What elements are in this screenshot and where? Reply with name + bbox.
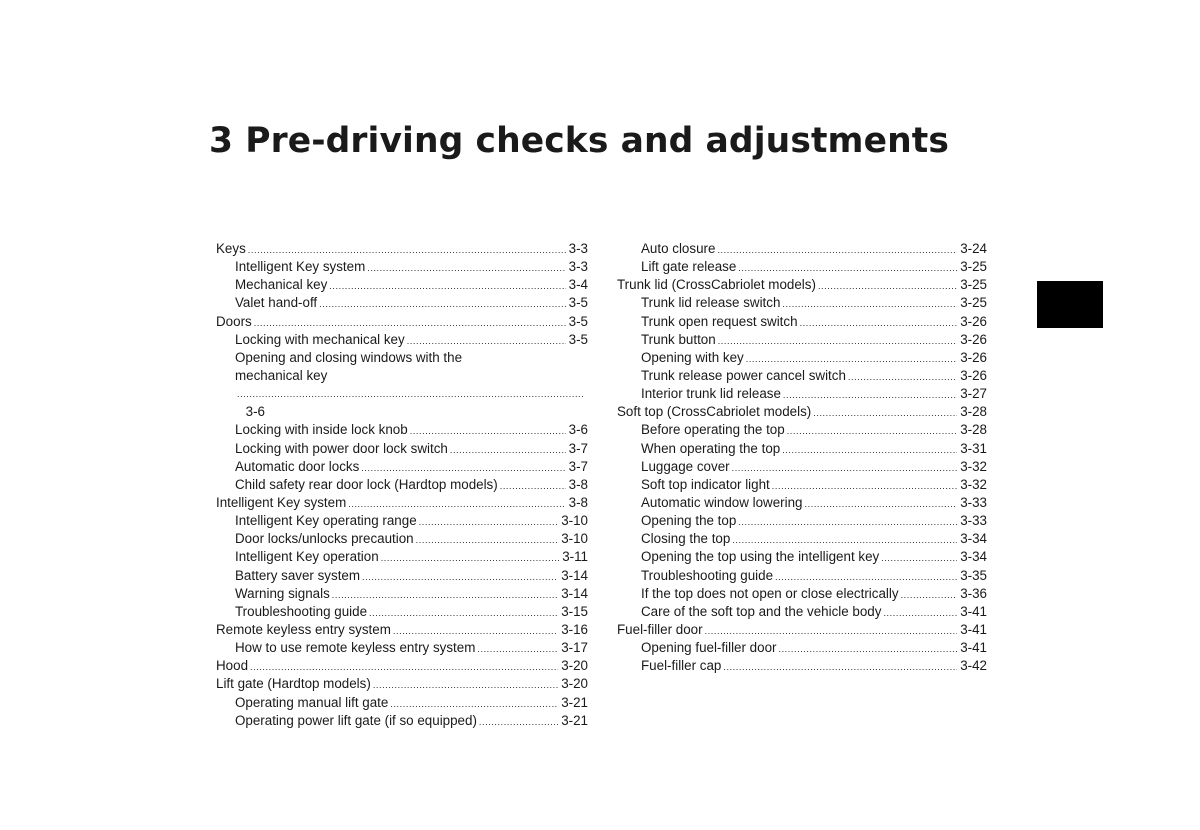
toc-entry-label: Care of the soft top and the vehicle body (641, 603, 882, 619)
toc-entry-label: Intelligent Key operating range (235, 513, 417, 529)
dot-leader (367, 259, 565, 277)
toc-entry[interactable] (617, 385, 987, 403)
toc-entry-page: 3-25 (960, 277, 987, 293)
toc-entry-label: Intelligent Key system (235, 259, 366, 275)
dot-leader (419, 513, 559, 531)
toc-entry-label: Lift gate (Hardtop models) (216, 676, 371, 692)
toc-entry-label: Troubleshooting guide (641, 567, 774, 583)
toc-column-right (617, 240, 987, 675)
toc-entry-label: Hood (216, 658, 249, 674)
dot-leader (381, 549, 560, 567)
toc-entry-label: Trunk open request switch (641, 313, 798, 329)
chapter-title: 3 Pre-driving checks and adjustments (209, 121, 949, 161)
toc-entry[interactable] (216, 331, 588, 349)
toc-entry[interactable] (216, 621, 588, 639)
toc-entry[interactable] (617, 367, 987, 385)
toc-entry-label: Fuel-filler door (617, 621, 703, 637)
toc-entry-label: Mechanical key (235, 277, 328, 293)
toc-entry[interactable] (216, 294, 588, 312)
toc-entry-page: 3-26 (960, 349, 987, 365)
toc-entry-label: Intelligent Key system (216, 495, 347, 511)
toc-entry-page: 3-17 (561, 640, 588, 656)
toc-entry-page: 3-10 (561, 531, 588, 547)
toc-entry-page: 3-25 (960, 295, 987, 311)
toc-entry-page: 3-7 (568, 458, 588, 474)
toc-entry-page: 3-26 (960, 313, 987, 329)
toc-entry[interactable] (617, 313, 987, 331)
toc-entry-label: Locking with power door lock switch (235, 440, 448, 456)
toc-entry-page: 3-5 (568, 313, 588, 329)
toc-entry-label: Soft top (CrossCabriolet models) (617, 404, 812, 420)
toc-entry-label: Fuel-filler cap (641, 658, 722, 674)
dot-leader (369, 604, 558, 622)
toc-entry-label: Opening the top (641, 513, 737, 529)
toc-entry-label: Troubleshooting guide (235, 603, 368, 619)
toc-entry[interactable] (617, 512, 987, 530)
toc-entry-page: 3-41 (960, 640, 987, 656)
toc-entry-label: Trunk lid release switch (641, 295, 781, 311)
toc-entry-label: Battery saver system (235, 567, 361, 583)
toc-entry-page: 3-5 (568, 331, 588, 347)
toc-entry-page: 3-10 (561, 513, 588, 529)
toc-entry-label: Keys (216, 241, 246, 256)
toc-entry[interactable] (216, 530, 588, 548)
toc-entry-label: Opening and closing windows with the (235, 349, 463, 365)
toc-entry-label: Auto closure (641, 241, 716, 256)
dot-leader (818, 277, 957, 295)
toc-entry-page: 3-36 (960, 585, 987, 601)
dot-leader (329, 277, 565, 295)
toc-entry-label: Remote keyless entry system (216, 622, 391, 638)
toc-entry[interactable] (617, 657, 987, 675)
toc-entry[interactable] (617, 240, 987, 258)
dot-leader (361, 459, 565, 477)
toc-entry[interactable] (216, 603, 588, 621)
toc-entry-page: 3-41 (960, 621, 987, 637)
toc-entry-page: 3-27 (960, 386, 987, 402)
toc-entry[interactable] (216, 512, 588, 530)
toc-entry-label: Locking with inside lock knob (235, 422, 408, 438)
dot-leader (348, 495, 565, 513)
toc-entry-label: Lift gate release (641, 259, 737, 275)
toc-entry-page: 3-32 (960, 458, 987, 474)
chapter-tab-marker (1037, 281, 1103, 328)
toc-entry-page: 3-20 (561, 676, 588, 692)
toc-entry-label: How to use remote keyless entry system (235, 640, 476, 656)
dot-leader (881, 549, 957, 567)
toc-entry[interactable] (216, 440, 588, 458)
toc-entry-page: 3-31 (960, 440, 987, 456)
toc-entry[interactable] (216, 476, 588, 494)
toc-entry[interactable] (617, 567, 987, 585)
dot-leader (901, 586, 958, 604)
dot-leader (410, 422, 566, 440)
dot-leader (248, 241, 566, 259)
toc-entry-page: 3-21 (561, 694, 588, 710)
toc-entry-label: Soft top indicator light (641, 476, 770, 492)
toc-entry[interactable] (617, 294, 987, 312)
toc-entry-page: 3-25 (960, 259, 987, 275)
dot-leader (883, 604, 957, 622)
toc-entry-page: 3-8 (568, 495, 588, 511)
dot-leader (479, 713, 558, 731)
toc-entry[interactable] (617, 258, 987, 276)
dot-leader (778, 640, 957, 658)
toc-entry-label: Warning signals (235, 585, 330, 601)
dot-leader (705, 622, 958, 640)
dot-leader (783, 386, 957, 404)
toc-entry[interactable] (216, 240, 588, 258)
dot-leader (805, 495, 958, 513)
toc-entry-page: 3-3 (568, 241, 588, 256)
toc-column-left (216, 240, 588, 730)
toc-entry[interactable] (617, 276, 987, 294)
dot-leader (775, 568, 957, 586)
toc-entry-page: 3-21 (561, 712, 588, 728)
dot-leader (332, 586, 558, 604)
toc-entry-page: 3-28 (960, 404, 987, 420)
dot-leader (477, 640, 558, 658)
toc-entry-page: 3-6 (245, 404, 265, 420)
dot-leader (732, 531, 957, 549)
toc-entry[interactable] (216, 276, 588, 294)
toc-entry-label: mechanical key (235, 368, 328, 383)
toc-entry-page: 3-6 (568, 422, 588, 438)
dot-leader (782, 295, 957, 313)
toc-entry-page: 3-28 (960, 422, 987, 438)
toc-entry-page: 3-33 (960, 513, 987, 529)
dot-leader (250, 658, 558, 676)
toc-entry[interactable] (617, 349, 987, 367)
toc-entry[interactable] (617, 458, 987, 476)
toc-entry-page: 3-20 (561, 658, 588, 674)
toc-entry-page: 3-16 (561, 622, 588, 638)
toc-entry-label: Valet hand-off (235, 295, 318, 311)
toc-entry[interactable] (617, 403, 987, 421)
dot-leader (782, 441, 957, 459)
dot-leader (718, 332, 958, 350)
dot-leader (723, 658, 957, 676)
toc-entry-label: Opening fuel-filler door (641, 640, 777, 656)
toc-entry-label: Closing the top (641, 531, 731, 547)
toc-entry-label: Interior trunk lid release (641, 386, 781, 402)
toc-entry-page: 3-32 (960, 476, 987, 492)
toc-entry-label: If the top does not open or close electrically (641, 585, 899, 601)
toc-entry[interactable] (216, 349, 588, 422)
toc-entry[interactable] (216, 712, 588, 730)
toc-entry[interactable] (216, 313, 588, 331)
dot-leader (450, 441, 566, 459)
dot-leader (393, 622, 558, 640)
dot-leader (237, 385, 585, 403)
dot-leader (407, 332, 566, 350)
toc-entry-page: 3-11 (562, 549, 588, 565)
dot-leader (746, 350, 957, 368)
dot-leader (738, 259, 957, 277)
toc-entry[interactable] (216, 548, 588, 566)
toc-entry-page: 3-35 (960, 567, 987, 583)
toc-entry[interactable] (617, 621, 987, 639)
toc-entry-page: 3-15 (561, 603, 588, 619)
toc-entry-label: When operating the top (641, 440, 781, 456)
toc-entry[interactable] (617, 331, 987, 349)
dot-leader (500, 477, 566, 495)
toc-entry-page: 3-4 (568, 277, 588, 293)
toc-entry-page: 3-7 (568, 440, 588, 456)
dot-leader (254, 314, 566, 332)
toc-entry-page: 3-24 (960, 241, 987, 256)
dot-leader (772, 477, 957, 495)
toc-entry-label: Operating power lift gate (if so equipped) (235, 712, 477, 728)
toc-entry-page: 3-41 (960, 603, 987, 619)
dot-leader (732, 459, 958, 477)
toc-entry[interactable] (216, 657, 588, 675)
toc-entry-label: Trunk lid (CrossCabriolet models) (617, 277, 816, 293)
toc-entry[interactable] (617, 440, 987, 458)
toc-entry-page: 3-26 (960, 331, 987, 347)
dot-leader (848, 368, 957, 386)
toc-entry-label: Intelligent Key operation (235, 549, 379, 565)
dot-leader (800, 314, 958, 332)
toc-entry[interactable] (216, 458, 588, 476)
dot-leader (362, 568, 558, 586)
toc-entry-label: Trunk release power cancel switch (641, 367, 846, 383)
toc-entry-label: Opening with key (641, 349, 744, 365)
toc-entry[interactable] (216, 421, 588, 439)
toc-entry[interactable] (617, 421, 987, 439)
dot-leader (373, 676, 558, 694)
toc-entry[interactable] (216, 585, 588, 603)
toc-entry-page: 3-34 (960, 531, 987, 547)
toc-entry-label: Operating manual lift gate (235, 694, 389, 710)
toc-entry-page: 3-42 (960, 658, 987, 674)
toc-entry[interactable] (216, 694, 588, 712)
toc-entry[interactable] (216, 567, 588, 585)
toc-entry[interactable] (216, 494, 588, 512)
dot-leader (738, 513, 957, 531)
toc-entry-page: 3-26 (960, 367, 987, 383)
toc-entry[interactable] (617, 494, 987, 512)
toc-entry[interactable] (216, 258, 588, 276)
toc-entry-label: Before operating the top (641, 422, 785, 438)
toc-entry[interactable] (617, 476, 987, 494)
dot-leader (813, 404, 957, 422)
toc-entry-page: 3-5 (568, 295, 588, 311)
toc-entry[interactable] (216, 675, 588, 693)
toc-entry-page: 3-34 (960, 549, 987, 565)
toc-entry-label: Automatic window lowering (641, 494, 803, 510)
toc-entry-page: 3-8 (568, 476, 588, 492)
toc-entry-label: Door locks/unlocks precaution (235, 531, 414, 547)
toc-entry-page: 3-14 (561, 567, 588, 583)
toc-entry[interactable] (617, 548, 987, 566)
toc-entry-label: Luggage cover (641, 458, 730, 474)
toc-entry-label: Trunk button (641, 331, 716, 347)
toc-entry[interactable] (617, 585, 987, 603)
toc-entry-page: 3-14 (561, 585, 588, 601)
toc-entry-label: Child safety rear door lock (Hardtop models) (235, 476, 498, 492)
dot-leader (416, 531, 559, 549)
dot-leader (717, 241, 957, 259)
toc-entry[interactable] (617, 603, 987, 621)
toc-entry-label: Opening the top using the intelligent key (641, 549, 880, 565)
toc-entry-label: Automatic door locks (235, 458, 360, 474)
toc-entry[interactable] (216, 639, 588, 657)
dot-leader (319, 295, 565, 313)
toc-entry[interactable] (617, 530, 987, 548)
toc-entry-page: 3-33 (960, 494, 987, 510)
toc-entry-label: Doors (216, 313, 252, 329)
toc-entry-label: Locking with mechanical key (235, 331, 405, 347)
dot-leader (787, 422, 958, 440)
dot-leader (390, 695, 558, 713)
toc-entry-page: 3-3 (568, 259, 588, 275)
toc-entry[interactable] (617, 639, 987, 657)
